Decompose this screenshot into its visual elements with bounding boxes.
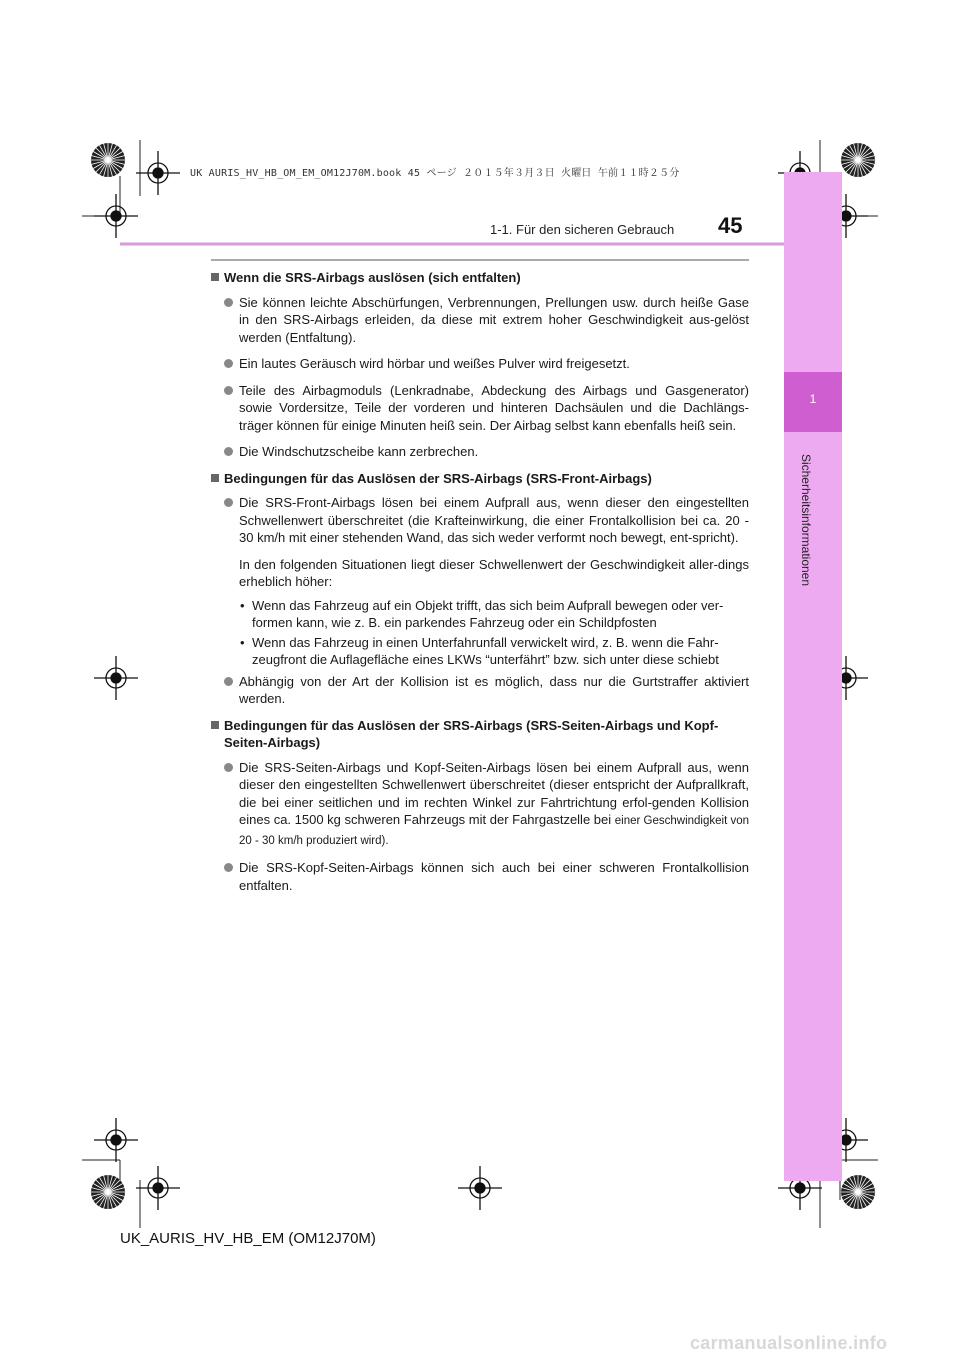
list-item: Die SRS-Front-Airbags lösen bei einem Aufprall aus, wenn dieser den eingestellten Schwellenwert überschreitet (die Krafteinwirkung, die einer Frontalkollision bei ca. 20 - 30 km/h mit einer stehenden Wand, das sich weder verformt noch bewegt, ent-spricht). — [211, 494, 749, 547]
square-bullet-icon — [211, 474, 219, 482]
sub-list-item: • Wenn das Fahrzeug auf ein Objekt trifft, das sich beim Aufprall bewegen oder ver-formen kann, wie z. B. ein parkendes Fahrzeug oder ein Schildpfosten — [240, 597, 724, 630]
round-bullet-icon — [224, 863, 233, 872]
page-content — [211, 269, 749, 903]
crosshair-mark-icon — [94, 1118, 138, 1162]
crosshair-mark-icon — [136, 151, 180, 195]
list-item: Die SRS-Seiten-Airbags und Kopf-Seiten-Airbags lösen bei einem Aufprall aus, wenn dieser den eingestellten Schwellenwert überschreitet (dieser entspricht der Aufprallkraft, die bei einer seitlichen und im rechten Winkel zur Fahrtrichtung erfol-genden Kollision eines ca. 1500 kg schweren Fahrzeugs mit der Fahrgastzelle bei einer Geschwindigkeit von 20 - 30 km/h produziert wird). — [211, 759, 749, 851]
starburst-mark-icon — [91, 143, 125, 177]
list-item: Die SRS-Kopf-Seiten-Airbags können sich auch bei einer schweren Frontalkollision entfalten. — [211, 859, 749, 894]
list-item: Teile des Airbagmoduls (Lenkradnabe, Abdeckung des Airbags und Gasgenerator) sowie Vordersitze, Teile der vorderen und hinteren Dachsäulen und die Dachlängs-träger können für einige Minuten heiß sein. Der Airbag selbst kann ebenfalls heiß sein. — [211, 382, 749, 435]
list-item: Die Windschutzscheibe kann zerbrechen. — [211, 443, 749, 461]
crosshair-mark-icon — [94, 656, 138, 700]
round-bullet-icon — [224, 677, 233, 686]
list-item: Sie können leichte Abschürfungen, Verbrennungen, Prellungen usw. durch heiße Gase in den SRS-Airbags erleiden, da diese mit extrem hoher Geschwindigkeit aus-gelöst werden (Entfaltung). — [211, 294, 749, 347]
section-heading: Wenn die SRS-Airbags auslösen (sich entfalten) — [211, 269, 749, 287]
round-bullet-icon — [224, 386, 233, 395]
starburst-mark-icon — [841, 143, 875, 177]
paragraph: In den folgenden Situationen liegt dieser Schwellenwert der Geschwindigkeit aller-dings erheblich höher: — [239, 556, 749, 589]
round-bullet-icon — [224, 298, 233, 307]
sub-list-item: • Wenn das Fahrzeug in einen Unterfahrunfall verwickelt wird, z. B. wenn die Fahr-zeugfront die Auflagefläche eines LKWs “unterfährt” bzw. sich unter diese schiebt — [240, 634, 719, 667]
crosshair-mark-icon — [94, 194, 138, 238]
section-heading: Bedingungen für das Auslösen der SRS-Airbags (SRS-Front-Airbags) — [211, 470, 749, 488]
list-item: Abhängig von der Art der Kollision ist es möglich, dass nur die Gurtstraffer aktiviert werden. — [211, 673, 749, 708]
book-info-line: UK AURIS_HV_HB_OM_EM_OM12J70M.book 45 ページ ２０１５年３月３日 火曜日 午前１１時２５分 — [190, 168, 680, 179]
chapter-number: 1 — [809, 392, 817, 406]
watermark: carmanualsonline.info — [690, 1333, 888, 1353]
list-item: Ein lautes Geräusch wird hörbar und weißes Pulver wird freigesetzt. — [211, 355, 749, 373]
document-code: UK_AURIS_HV_HB_EM (OM12J70M) — [120, 1230, 376, 1247]
starburst-mark-icon — [841, 1175, 875, 1209]
round-bullet-icon — [224, 447, 233, 456]
section-heading: Bedingungen für das Auslösen der SRS-Airbags (SRS-Seiten-Airbags und Kopf-Seiten-Airbags) — [211, 717, 749, 752]
crosshair-mark-icon — [458, 1166, 502, 1210]
round-bullet-icon — [224, 359, 233, 368]
crosshair-mark-icon — [136, 1166, 180, 1210]
round-bullet-icon — [224, 763, 233, 772]
round-bullet-icon — [224, 498, 233, 507]
square-bullet-icon — [211, 721, 219, 729]
section-title: 1-1. Für den sicheren Gebrauch — [490, 222, 675, 237]
chapter-side-tab — [784, 172, 842, 1181]
page-number: 45 — [718, 213, 743, 238]
square-bullet-icon — [211, 273, 219, 281]
starburst-mark-icon — [91, 1175, 125, 1209]
